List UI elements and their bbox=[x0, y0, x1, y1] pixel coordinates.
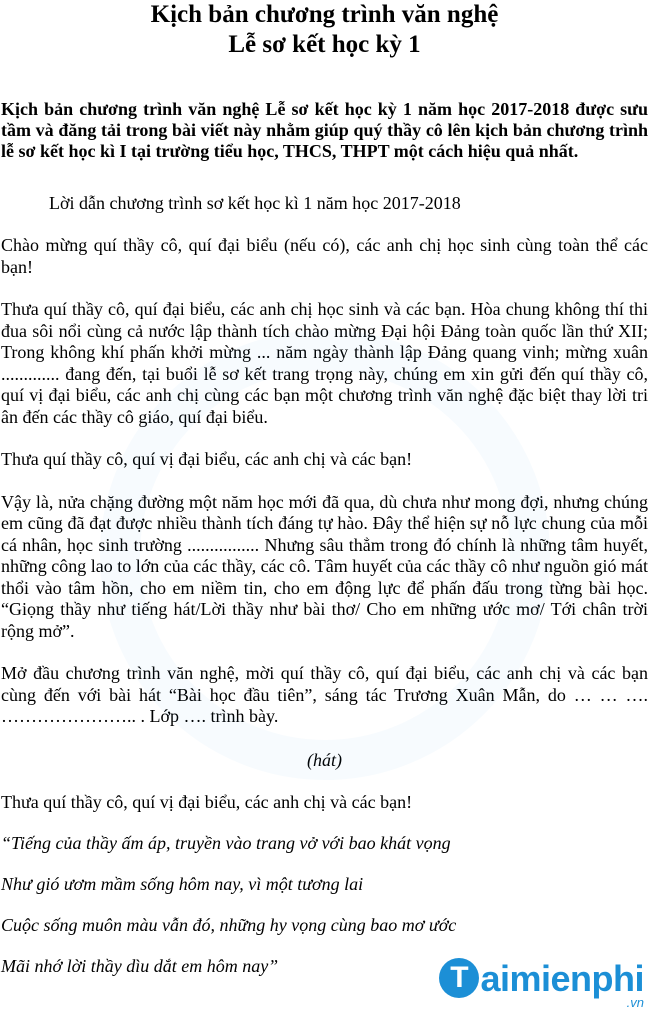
document-title bbox=[1, 0, 648, 60]
poem-line-1: “Tiếng của thầy ấm áp, truyền vào trang vở với bao khát vọng bbox=[1, 833, 451, 853]
logo-domain-text: .vn bbox=[626, 995, 644, 1010]
paragraph-opening: Thưa quí thầy cô, quí đại biểu, các anh chị học sinh và các bạn. Hòa chung không thí thi đua sôi nổi cùng cả nước lập thành tích chào mừng Đại hội Đảng toàn quốc lần thứ XII; Trong không khí phấn khởi mừng ... năm ngày thành lập Đảng quang vinh; mừng xuân ............. đang đến, tại buổi lễ sơ kết trang trọng này, chúng em xin gửi đến quí thầy cô, quí vị đại biểu, các anh chị cùng các bạn một chương trình văn nghệ đặc biệt thay lời tri ân đến các thầy cô giáo, quí đại biểu. bbox=[1, 299, 648, 427]
poem-line-4: Mãi nhớ lời thầy dìu dắt em hôm nay” bbox=[1, 956, 279, 976]
title-line-2: Lễ sơ kết học kỳ 1 bbox=[228, 31, 421, 58]
logo-t-icon: T bbox=[439, 958, 479, 998]
paragraph-address: Thưa quí thầy cô, quí vị đại biểu, các anh chị và các bạn! bbox=[1, 449, 413, 469]
section-subtitle: Lời dẫn chương trình sơ kết học kì 1 năm học 2017-2018 bbox=[49, 193, 461, 213]
paragraph-half-year: Vậy là, nửa chặng đường một năm học mới đã qua, dù chưa như mong đợi, nhưng chúng em cũng đã đạt được nhiều thành tích đáng tự hào. Đây thể hiện sự nỗ lực chung của mỗi cá nhân, học sinh trường ................ Nhưng sâu thẳm trong đó chính là những tâm huyết, những công lao to lớn của các thầy, các cô. Tâm huyết của các thầy cô như nguồn gió mát thổi vào tâm hồn, cho em niềm tin, cho em động lực để phấn đấu trong từng bài học. “Giọng thầy như tiếng hát/Lời thầy như bài thơ/ Cho em những ước mơ/ Tới chân trời rộng mở”. bbox=[1, 491, 648, 641]
title-line-1: Kịch bản chương trình văn nghệ bbox=[150, 1, 499, 28]
intro-paragraph: Kịch bản chương trình văn nghệ Lễ sơ kết học kỳ 1 năm học 2017-2018 được sưu tầm và đăng tải trong bài viết này nhằm giúp quý thầy cô lên kịch bản chương trình lễ sơ kết học kì I tại trường tiểu học, THCS, THPT một cách hiệu quả nhất. bbox=[1, 99, 648, 161]
poem-line-3: Cuộc sống muôn màu vẫn đó, những hy vọng cùng bao mơ ước bbox=[1, 915, 457, 935]
logo-brand-text: aimienphi bbox=[480, 958, 644, 999]
poem-line-2: Như gió ươm mầm sống hôm nay, vì một tương lai bbox=[1, 874, 364, 894]
paragraph-first-song: Mở đầu chương trình văn nghệ, mời quí thầy cô, quí đại biểu, các anh chị và các bạn cùng đến với bài hát “Bài học đầu tiên”, sáng tác Trương Xuân Mẫn, do … … …. ………………….. . Lớp …. trình bày. bbox=[1, 663, 648, 726]
paragraph-greeting: Chào mừng quí thầy cô, quí đại biểu (nếu có), các anh chị học sinh cùng toàn thể các bạn! bbox=[1, 235, 648, 277]
paragraph-address-2: Thưa quí thầy cô, quí vị đại biểu, các anh chị và các bạn! bbox=[1, 791, 413, 812]
site-watermark-logo bbox=[439, 958, 644, 1010]
stage-note: (hát) bbox=[307, 749, 342, 770]
